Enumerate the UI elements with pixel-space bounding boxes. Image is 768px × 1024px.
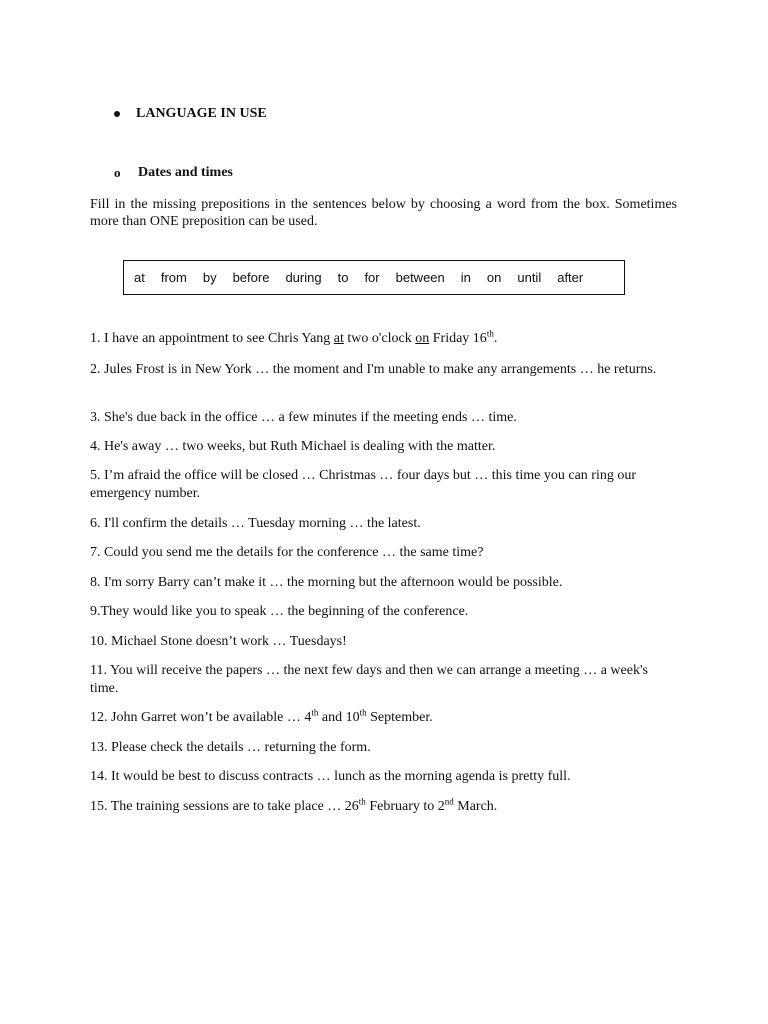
sentence-text: 15. The training sessions are to take place … 26 [90,799,359,814]
ordinal-suffix: th [358,796,366,807]
word-box-item: between [395,270,445,285]
sentence-11: 11. You will receive the papers … the next few days and then we can arrange a meeting … a week's time. [90,663,648,696]
sentence-2: 2. Jules Frost is in New York … the moment and I'm unable to make any arrangements … he returns. [90,362,657,377]
sentence-14: 14. It would be best to discuss contracts … lunch as the morning agenda is pretty full. [90,769,571,784]
sentence-10: 10. Michael Stone doesn’t work … Tuesdays! [90,634,347,649]
hollow-bullet-icon: o [114,165,121,180]
sentence-text: two o'clock [343,331,416,346]
word-box-item: after [557,270,584,285]
word-box-item: during [285,270,322,285]
sentence-6: 6. I'll confirm the details … Tuesday morning … the latest. [90,516,421,531]
word-box-item: by [202,270,217,285]
sentence-3: 3. She's due back in the office … a few minutes if the meeting ends … time. [90,410,517,425]
sentence-8: 8. I'm sorry Barry can’t make it … the morning but the afternoon would be possible. [90,575,563,590]
example-answer: at [333,331,344,346]
ordinal-suffix: th [359,707,367,718]
example-answer: on [415,331,430,346]
subsection-heading [114,165,233,181]
section-heading [114,106,267,122]
word-box-item: for [364,270,380,285]
sentence-4: 4. He's away … two weeks, but Ruth Michael is dealing with the matter. [90,439,496,454]
preposition-word-box [123,260,625,295]
subsection-heading-text: Dates and times [138,165,233,180]
word-box-item: from [160,270,187,285]
word-box-item: until [517,270,542,285]
word-box-item: to [337,270,349,285]
sentence-15 [90,798,665,816]
ordinal-suffix: th [311,707,319,718]
ordinal-suffix: th [486,328,494,339]
sentence-text: . [493,331,498,346]
sentence-text: 1. I have an appointment to see Chris Yang [90,331,334,346]
sentence-text: Friday 16 [429,331,487,346]
sentence-5: 5. I’m afraid the office will be closed … Christmas … four days but … this time you can ring our emergency number. [90,468,637,501]
ordinal-suffix: nd [444,796,454,807]
sentence-9: 9.They would like you to speak … the beginning of the conference. [90,604,469,619]
sentence-text: 12. John Garret won’t be available … 4 [90,710,312,725]
bullet-icon [114,111,120,117]
sentence-7: 7. Could you send me the details for the conference … the same time? [90,545,484,560]
sentence-13: 13. Please check the details … returning the form. [90,740,371,755]
sentence-text: September. [366,710,433,725]
instructions-paragraph: Fill in the missing prepositions in the sentences below by choosing a word from the box. Sometimes more than ONE preposition can be used. [90,197,677,229]
word-box-item: in [460,270,471,285]
section-heading-text: LANGUAGE IN USE [136,106,267,121]
word-box-item: on [486,270,502,285]
sentence-text: February to 2 [365,799,445,814]
word-box-item: before [232,270,270,285]
sentence-12 [90,709,665,727]
sentence-text: and 10 [318,710,360,725]
sentence-text: March. [453,799,498,814]
sentence-1 [90,330,665,348]
word-box-item: at [134,270,145,285]
